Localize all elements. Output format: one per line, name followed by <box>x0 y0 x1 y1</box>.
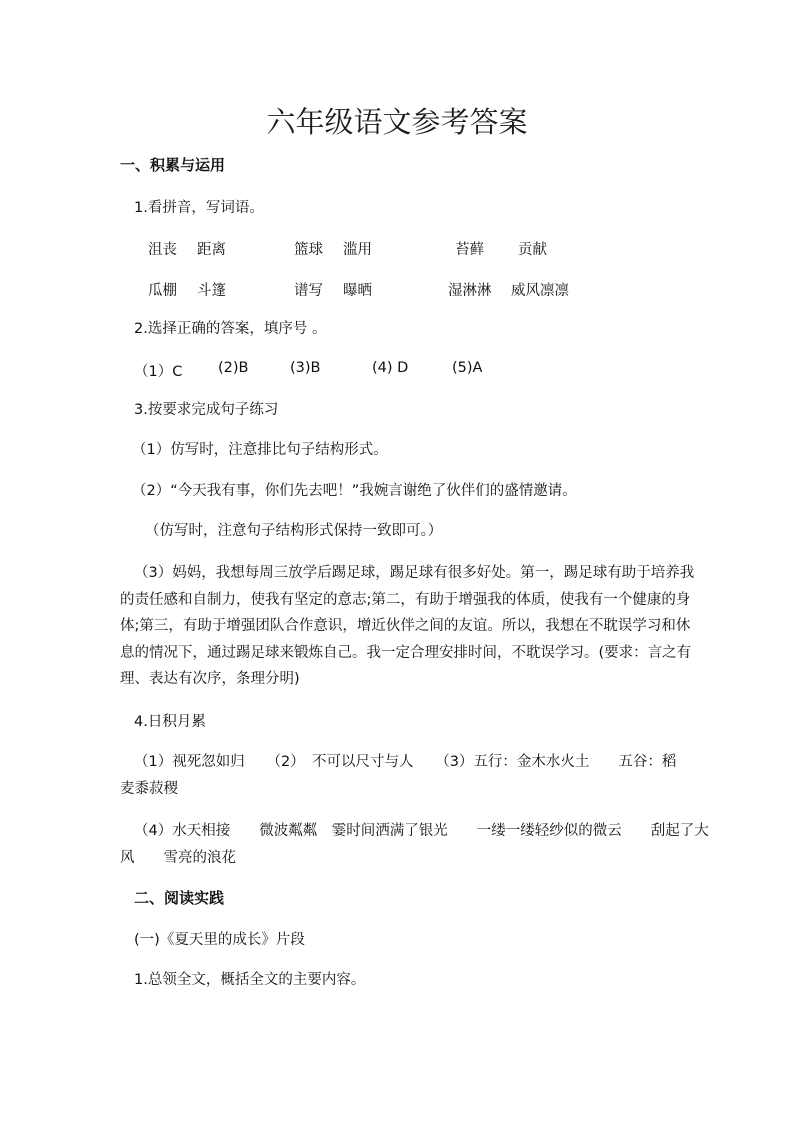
answer-4-1 <box>120 749 680 802</box>
paragraph-line: （3）妈妈，我想每周三放学后踢足球，踢足球有很多好处。第一，踢足球有助于培养我 <box>134 565 695 581</box>
paragraph-line: 体;第三，有助于增强团队合作意识，增近伙伴之间的友谊。所以，我想在不耽误学习和休 <box>120 618 691 634</box>
question-4-label: 4.日积月累 <box>134 714 206 730</box>
paragraph-line: （1）视死忽如归 （2） 不可以尺寸与人 （3）五行：金木水火土 五谷：稻 <box>134 754 677 770</box>
word-answer: 篮球 <box>294 242 323 258</box>
reading-subtitle: (一)《夏天里的成长》片段 <box>134 932 305 948</box>
answer-4-2 <box>120 818 709 871</box>
question-1-label: 1.看拼音，写词语。 <box>134 200 264 216</box>
paragraph-line: 麦黍菽稷 <box>120 780 178 797</box>
question-2-label: 2.选择正确的答案，填序号 。 <box>134 321 327 337</box>
paragraph-line: 理、表达有次序，条理分明) <box>120 671 300 687</box>
choice-answer: (5)A <box>452 360 483 376</box>
paragraph-line: （4）水天相接 微波粼粼 霎时间洒满了银光 一缕一缕轻纱似的微云 刮起了大 <box>134 823 709 839</box>
choice-answer: (3)B <box>290 360 321 376</box>
word-answer: 沮丧 <box>148 242 177 258</box>
answer-3-1: （1）仿写时，注意排比句子结构形式。 <box>132 442 388 458</box>
reading-question-1: 1.总领全文，概括全文的主要内容。 <box>134 972 366 988</box>
word-answer: 湿淋淋 <box>448 283 492 299</box>
answer-3-3-paragraph <box>120 560 695 693</box>
word-answer: 斗篷 <box>197 283 226 299</box>
section-heading-1: 一、积累与运用 <box>120 156 226 174</box>
paragraph-line: 的责任感和自制力，使我有坚定的意志;第二，有助于增强我的体质，使我有一个健康的身 <box>120 591 691 608</box>
word-answer: 瓜棚 <box>148 283 177 299</box>
answer-3-2: （2）“今天我有事，你们先去吧！”我婉言谢绝了伙伴们的盛情邀请。 <box>132 483 577 499</box>
choice-answer: （1）C <box>134 364 183 380</box>
word-answer: 距离 <box>197 242 226 258</box>
choice-answer: (2)B <box>218 360 249 376</box>
choice-answer: (4) D <box>372 360 409 376</box>
word-answer: 滥用 <box>343 242 372 258</box>
word-answer: 曝晒 <box>343 283 372 299</box>
section-heading-2: 二、阅读实践 <box>134 889 225 907</box>
document-title: 六年级语文参考答案 <box>266 105 528 139</box>
paragraph-line: 息的情况下，通过踢足球来锻炼自己。我一定合理安排时间，不耽误学习。(要求：言之有 <box>120 644 692 661</box>
question-3-label: 3.按要求完成句子练习 <box>134 402 279 418</box>
word-answer: 苔藓 <box>455 242 484 258</box>
word-answer: 谱写 <box>294 283 323 299</box>
paragraph-line: 风 雪亮的浪花 <box>120 849 236 866</box>
word-answer: 威风凛凛 <box>511 283 569 299</box>
word-answer: 贡献 <box>518 242 547 258</box>
answer-3-2-note: （仿写时，注意句子结构形式保持一致即可。） <box>145 523 443 539</box>
